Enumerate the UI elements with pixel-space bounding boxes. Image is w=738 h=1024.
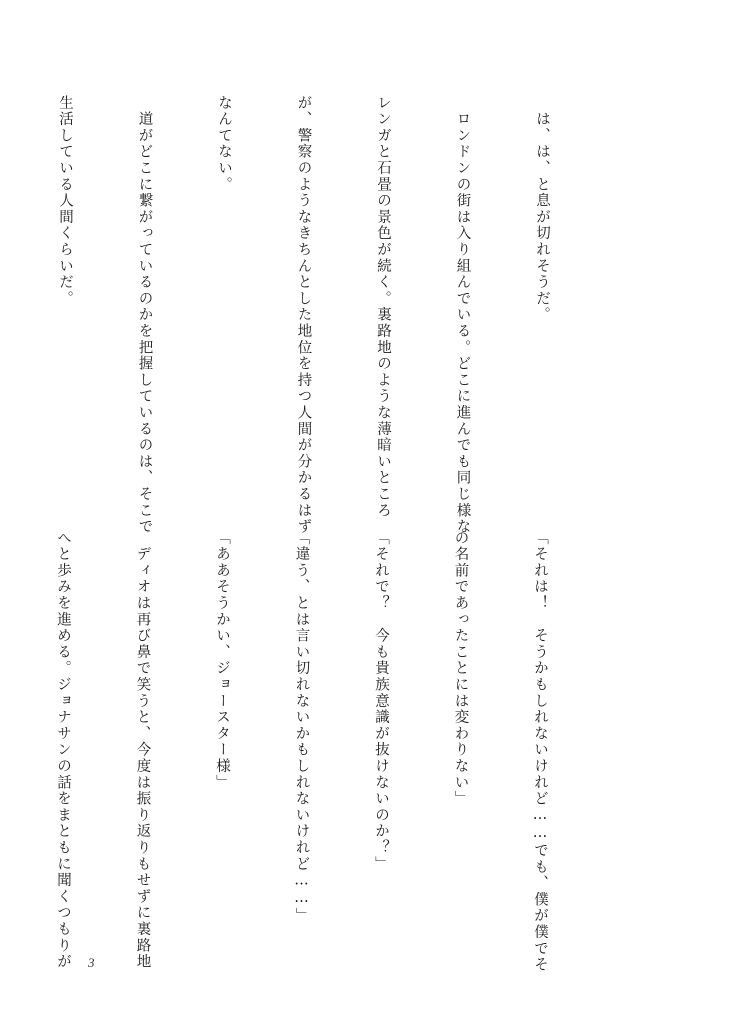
text-line: ディオは再び鼻で笑うと、今度は振り返りもせずに裏路地 xyxy=(134,530,151,971)
text-line: レンガと石畳の景色が続く。裏路地のような薄暗いところ xyxy=(375,95,391,519)
text-line: 生活している人間くらいだ。 xyxy=(57,95,73,307)
text-line: 道がどこに繋がっているのかを把握しているのは、そこで xyxy=(136,95,153,536)
text-line: 「違う、とは言い切れないかもしれないけれど……」 xyxy=(293,530,310,925)
upper-text-block xyxy=(0,95,608,536)
text-line: は、は、と息が切れそうだ。 xyxy=(534,95,550,324)
text-line: なんてない。 xyxy=(216,95,232,193)
text-line: 「ああそうかい、ジョースター様」 xyxy=(214,530,230,791)
text-line: の名前であったことには変わりない」 xyxy=(452,530,469,808)
page-number: 3 xyxy=(88,955,95,970)
text-line: へと歩みを進める。ジョナサンの話をまともに聞くつもりが xyxy=(55,530,71,971)
text-line: 「それで？ 今も貴族意識が抜けないのか？」 xyxy=(373,530,389,873)
lower-text-block xyxy=(0,530,606,974)
text-line: が、警察のようなきちんとした地位を持つ人間が分かるはず xyxy=(295,95,312,536)
text-line: 「それは！ そうかもしれないけれど……でも、僕が僕でそ xyxy=(532,530,548,974)
text-line: ロンドンの街は入り組んでいる。どこに進んでも同じ様な xyxy=(454,95,471,536)
